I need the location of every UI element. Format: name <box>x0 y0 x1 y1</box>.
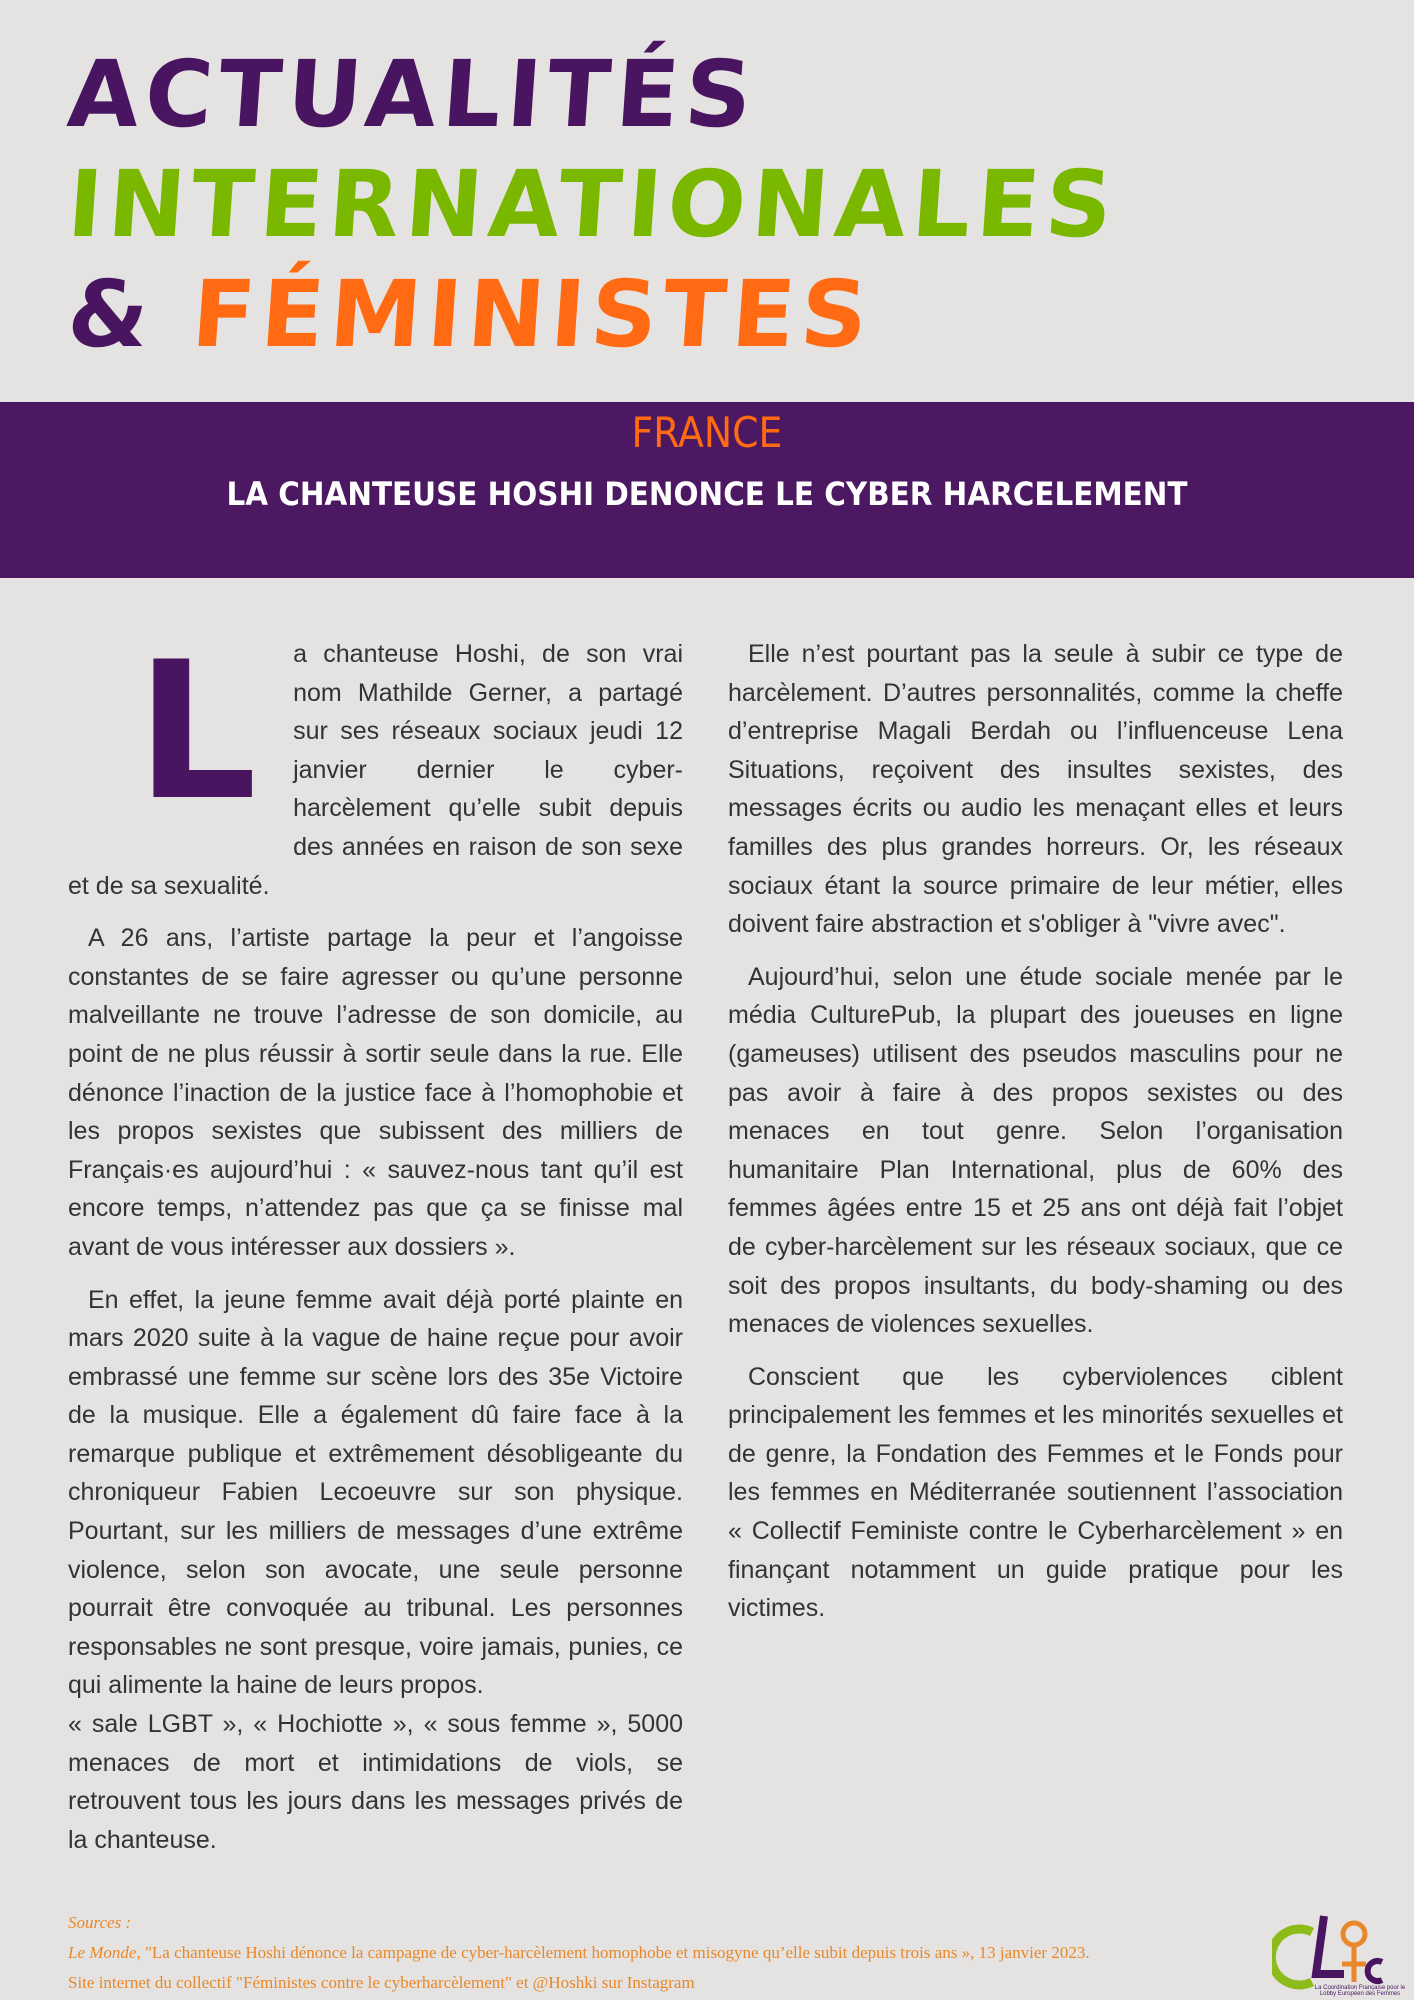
section-banner <box>0 402 1414 578</box>
title-feministes: FÉMINISTES <box>188 261 877 368</box>
paragraph: En effet, la jeune femme avait déjà porté plainte en mars 2020 suite à la vague de haine reçue pour avoir embrassé une femme sur scène lors des 35e Victoire de la musique. Elle a également dû faire face à la remarque publique et extrêmement désobligeante du chroniqueur Fabien Lecoeuvre sur son physique. Pourtant, sur les milliers de messages d’une extrême violence, selon son avocate, une seule personne pourrait être convoquée au tribunal. Les personnes responsables ne sont presque, voire jamais, punies, ce qui alimente la haine de leurs propos. <box>68 1285 683 1700</box>
source-1: , "La chanteuse Hoshi dénonce la campagne de cyber-harcèlement homophobe et misogyne qu’elle subit depuis trois ans », 13 janvier 2023. <box>136 1943 1090 1962</box>
paragraph-text: a chanteuse Hoshi, de son vrai nom Mathilde Gerner, a partagé sur ses réseaux sociaux jeudi 12 janvier dernier le cyber-harcèlement qu’elle subit depuis des années en raison de son sexe et de sa sexualité. <box>68 640 683 900</box>
right-column <box>728 635 1343 1642</box>
sources <box>68 1908 1090 1998</box>
ampersand: & <box>64 261 159 368</box>
paragraph: Elle n’est pourtant pas la seule à subir ce type de harcèlement. D’autres personnalités, comme la cheffe d’entreprise Magali Berdah ou l’influenceuse Lena Situations, reçoivent des insultes sexistes, des messages écrits ou audio les menaçant elles et leurs familles des plus grandes horreurs. Or, les réseaux sociaux étant la source primaire de leur métier, elles doivent faire abstraction et s'obliger à "vivre avec". <box>728 640 1343 939</box>
title-line-1: ACTUALITÉS <box>64 41 762 148</box>
title-line-3 <box>64 261 877 368</box>
left-column <box>68 621 683 1873</box>
country-label: FRANCE <box>631 408 783 457</box>
drop-cap: L <box>136 621 258 842</box>
paragraph: Aujourd’hui, selon une étude sociale menée par le média CulturePub, la plupart des joueuses en ligne (gameuses) utilisent des pseudos masculins pour ne pas avoir à faire à des propos sexistes ou des menaces en tout genre. Selon l’organisation humanitaire Plan International, plus de 60% des femmes âgées entre 15 et 25 ans ont déjà fait l’objet de cyber-harcèlement sur les réseaux sociaux, que ce soit des propos insultants, du body-shaming ou des menaces de violences sexuelles. <box>728 962 1343 1339</box>
paragraph <box>68 621 683 905</box>
source-2: Site internet du collectif "Féministes contre le cyberharcèlement" et @Hoshki sur Instagram <box>68 1973 695 1992</box>
paragraph: « sale LGBT », « Hochiotte », « sous femme », 5000 menaces de mort et intimidations de viols, se retrouvent tous les jours dans les messages privés de la chanteuse. <box>68 1710 683 1854</box>
source-publication: Le Monde <box>68 1943 137 1962</box>
logo-caption: La Coordination Française pour le Lobby Européen des Femmes <box>1314 1985 1406 1997</box>
paragraph: A 26 ans, l’artiste partage la peur et l’angoisse constantes de se faire agresser ou qu’une personne malveillante ne trouve l’adresse de son domicile, au point de ne plus réussir à sortir seule dans la rue. Elle dénonce l’inaction de la justice face à l’homophobie et les propos sexistes que subissent des milliers de Français·es aujourd’hui : « sauvez-nous tant qu’il est encore temps, n’attendez pas que ça se finisse mal avant de vous intéresser aux dossiers ». <box>68 924 683 1261</box>
title-line-2: INTERNATIONALES <box>64 151 1122 258</box>
article-headline: LA CHANTEUSE HOSHI DENONCE LE CYBER HARCELEMENT <box>226 475 1188 513</box>
sources-label: Sources : <box>68 1913 132 1932</box>
paragraph: Conscient que les cyberviolences ciblent principalement les femmes et les minorités sexuelles et de genre, la Fondation des Femmes et le Fonds pour les femmes en Méditerranée soutiennent l’association « Collectif Feministe contre le Cyberharcèlement » en finançant notamment un guide pratique pour les victimes. <box>728 1362 1343 1623</box>
